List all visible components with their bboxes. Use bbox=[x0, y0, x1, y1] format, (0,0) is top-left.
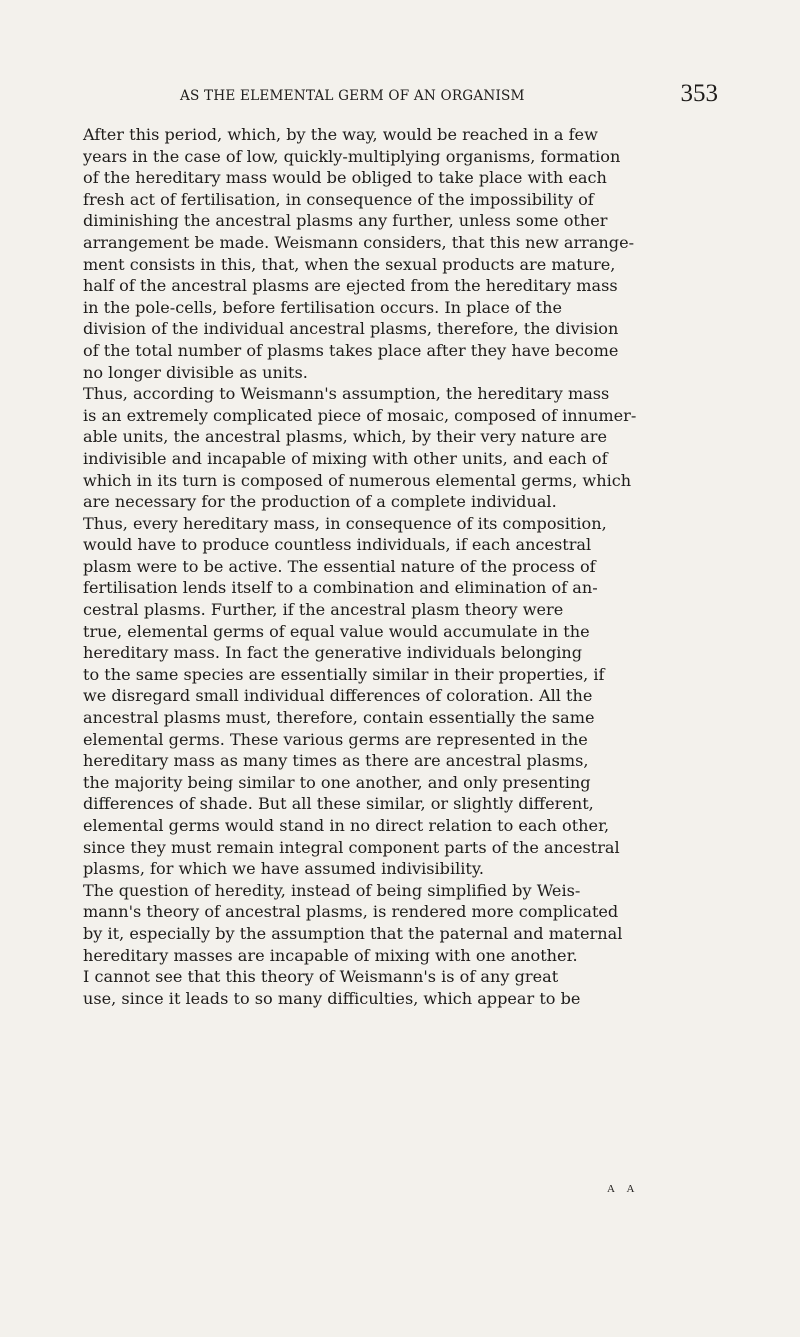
text-line: mann's theory of ancestral plasms, is rendered more complicated bbox=[83, 902, 619, 922]
running-title: AS THE ELEMENTAL GERM OF AN ORGANISM bbox=[180, 88, 525, 104]
text-line: use, since it leads to so many difficulties, which appear to be bbox=[83, 988, 581, 1008]
text-line: hereditary mass. In fact the generative individuals belonging bbox=[83, 643, 583, 663]
text-line: differences of shade. But all these similar, or slightly different, bbox=[83, 794, 594, 814]
text-line: After this period, which, by the way, would be reached in a few bbox=[83, 125, 598, 144]
text-line: since they must remain integral component parts of the ancestral bbox=[83, 837, 620, 857]
text-line: arrangement be made. Weismann considers, that this new arrange- bbox=[83, 232, 635, 252]
text-line: to the same species are essentially similar in their properties, if bbox=[83, 664, 605, 684]
text-line: of the hereditary mass would be obliged to take place with each bbox=[83, 168, 607, 188]
body-text bbox=[83, 124, 723, 1009]
text-line: diminishing the ancestral plasms any further, unless some other bbox=[83, 211, 608, 231]
text-line: elemental germs. These various germs are represented in the bbox=[83, 729, 588, 749]
text-line: cestral plasms. Further, if the ancestral plasm theory were bbox=[83, 600, 564, 620]
text-line: of the total number of plasms takes place after they have become bbox=[83, 340, 619, 360]
text-line: true, elemental germs of equal value would accumulate in the bbox=[83, 621, 590, 641]
text-line: is an extremely complicated piece of mosaic, composed of innumer- bbox=[83, 405, 637, 425]
text-line: hereditary masses are incapable of mixing with one another. bbox=[83, 945, 578, 965]
text-line: fresh act of fertilisation, in consequence of the impossibility of bbox=[83, 189, 594, 209]
text-line: indivisible and incapable of mixing with other units, and each of bbox=[83, 448, 608, 468]
text-line: no longer divisible as units. bbox=[83, 362, 308, 382]
text-line: would have to produce countless individuals, if each ancestral bbox=[83, 535, 592, 555]
text-line: we disregard small individual differences of coloration. All the bbox=[83, 686, 593, 706]
text-line: ment consists in this, that, when the sexual products are mature, bbox=[83, 254, 616, 274]
signature-mark: A A bbox=[607, 1183, 640, 1195]
text-line: elemental germs would stand in no direct relation to each other, bbox=[83, 816, 610, 835]
text-line: able units, the ancestral plasms, which, by their very nature are bbox=[83, 427, 607, 447]
text-line: plasm were to be active. The essential nature of the process of bbox=[83, 556, 596, 576]
text-line: plasms, for which we have assumed indivisibility. bbox=[83, 859, 484, 879]
text-line: years in the case of low, quickly-multiplying organisms, formation bbox=[83, 146, 621, 166]
page-header bbox=[180, 78, 718, 114]
text-line: division of the individual ancestral plasms, therefore, the division bbox=[83, 319, 619, 339]
text-line: in the pole-cells, before fertilisation occurs. In place of the bbox=[83, 297, 562, 317]
text-line: by it, especially by the assumption that the paternal and maternal bbox=[83, 923, 623, 943]
text-line: hereditary mass as many times as there are ancestral plasms, bbox=[83, 751, 589, 771]
text-line: half of the ancestral plasms are ejected from the hereditary mass bbox=[83, 276, 618, 296]
page-number: 353 bbox=[680, 80, 718, 107]
text-line: fertilisation lends itself to a combination and elimination of an- bbox=[83, 578, 598, 598]
text-line: ancestral plasms must, therefore, contain essentially the same bbox=[83, 708, 595, 728]
text-line: are necessary for the production of a complete individual. bbox=[83, 492, 557, 512]
text-line: I cannot see that this theory of Weismann's is of any great bbox=[83, 967, 559, 987]
text-line: Thus, every hereditary mass, in consequence of its composition, bbox=[83, 513, 607, 533]
text-line: the majority being similar to one another, and only presenting bbox=[83, 772, 591, 792]
text-line: which in its turn is composed of numerous elemental germs, which bbox=[83, 470, 632, 490]
text-line: Thus, according to Weismann's assumption, the hereditary mass bbox=[83, 384, 610, 404]
text-line: The question of heredity, instead of being simplified by Weis- bbox=[83, 880, 581, 900]
